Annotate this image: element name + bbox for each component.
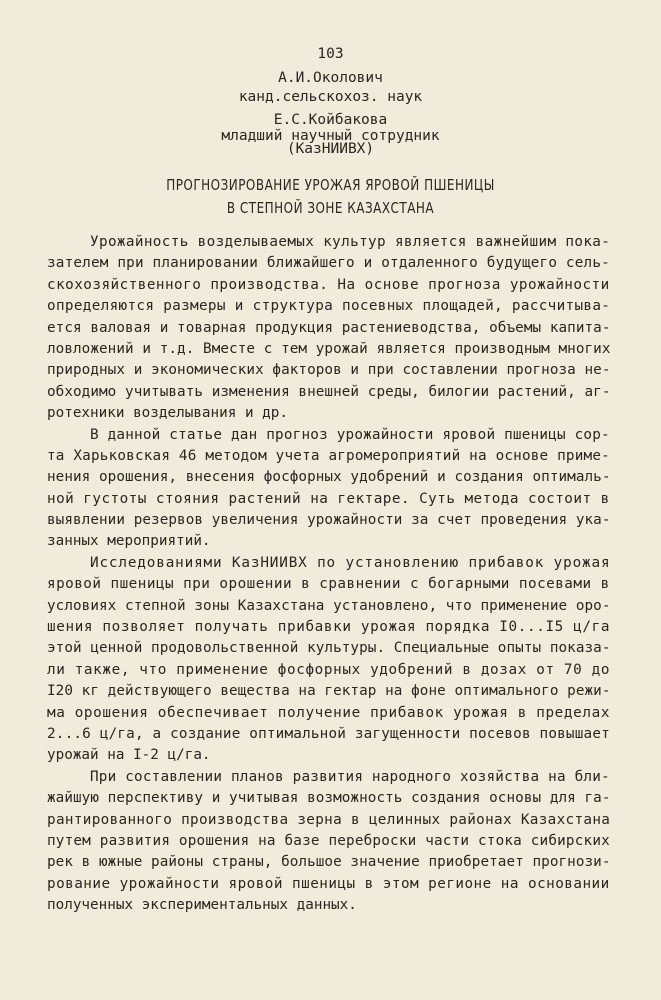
paragraph-line: выявлении резервов увеличения урожайности за счет проведения ука- bbox=[47, 512, 611, 529]
paragraph-line: ма орошения обеспечивает получение прибавок урожая в пределах bbox=[47, 704, 611, 721]
paragraph-line: рек в южные районы страны, большое значение приобретает прогнози- bbox=[47, 854, 611, 871]
paragraph-line: рование урожайности яровой пшеницы в этом регионе на основании bbox=[47, 875, 610, 892]
page-number: 103 bbox=[317, 46, 344, 62]
paragraph-line: ротехники возделывания и др. bbox=[47, 405, 289, 422]
author-1-title: канд.сельскохоз. наук bbox=[238, 89, 423, 105]
paragraph-line: ли также, что применение фосфорных удобрений в дозах от 70 до bbox=[47, 661, 611, 678]
paragraph-line: ной густоты стояния растений на гектаре. Суть метода состоит в bbox=[47, 490, 610, 507]
paragraph-line: условиях степной зоны Казахстана установлено, что применение оро- bbox=[47, 597, 611, 614]
author-2-title: младший научный сотрудник bbox=[221, 128, 440, 144]
paragraph-line: I20 кг действующего вещества на гектар на фоне оптимального режи- bbox=[47, 683, 611, 700]
paragraph-line: нения орошения, внесения фосфорных удобрений и создания оптималь- bbox=[47, 469, 611, 486]
paragraph-line: яровой пшеницы при орошении в сравнении с богарными посевами в bbox=[47, 576, 610, 593]
paragraph-line: определяются размеры и структура посевных площадей, рассчитыва- bbox=[47, 298, 611, 315]
paragraph-line: зателем при планировании ближайшего и отдаленного будущего сель- bbox=[47, 255, 610, 272]
paragraph-line: та Харьковская 46 методом учета агромероприятий на основе приме- bbox=[47, 447, 610, 464]
title-line-1: ПРОГНОЗИРОВАНИЕ УРОЖАЯ ЯРОВОЙ ПШЕНИЦЫ bbox=[166, 176, 495, 194]
paragraph-first-line: В данной статье дан прогноз урожайности яровой пшеницы сор- bbox=[90, 426, 610, 443]
paragraph-line: рантированного производства зерна в целинных районах Казахстана bbox=[47, 811, 611, 828]
paragraph-line: жайшую перспективу и учитывая возможность создания основы для га- bbox=[47, 790, 611, 807]
author-1-name: А.И.Околович bbox=[278, 70, 383, 86]
paragraph-first-line: Исследованиями КазНИИВХ по установлению прибавок урожая bbox=[90, 554, 611, 571]
paragraph-line: шения позволяет получать прибавки урожая порядка I0...I5 ц/га bbox=[47, 619, 611, 636]
paragraph-line: полученных экспериментальных данных. bbox=[47, 897, 357, 914]
paragraph-line: природных и экономических факторов и при составлении прогноза не- bbox=[47, 362, 611, 379]
paragraph-line: путем развития орошения на базе переброски части стока сибирских bbox=[47, 832, 610, 849]
paragraph-line: урожай на I-2 ц/га. bbox=[47, 747, 211, 764]
author-2-affiliation: (КазНИИВХ) bbox=[286, 141, 375, 157]
paragraph-first-line: При составлении планов развития народного хозяйства на бли- bbox=[90, 768, 610, 785]
paragraph-line: 2...6 ц/га, а создание оптимальной загущенности посевов повышает bbox=[47, 725, 610, 742]
author-2-name: Е.С.Койбакова bbox=[273, 112, 388, 128]
paragraph-line: занных мероприятий. bbox=[47, 533, 211, 550]
paragraph-line: скохозяйственного производства. На основе прогноза урожайности bbox=[47, 276, 610, 293]
paragraph-line: обходимо учитывать изменения внешней среды, билогии растений, аг- bbox=[47, 383, 611, 400]
title-line-2: В СТЕПНОЙ ЗОНЕ КАЗАХСТАНА bbox=[226, 199, 435, 217]
paragraph-first-line: Урожайность возделываемых культур является важнейшим пока- bbox=[90, 234, 611, 250]
article-body bbox=[47, 232, 611, 917]
paragraph-line: ловложений и т.д. Вместе с тем урожай является производным многих bbox=[47, 340, 611, 357]
paragraph-line: ется валовая и товарная продукция растениеводства, объемы капита- bbox=[47, 319, 611, 336]
paragraph-line: этой ценной продовольственной культуры. Специальные опыты показа- bbox=[47, 640, 611, 657]
